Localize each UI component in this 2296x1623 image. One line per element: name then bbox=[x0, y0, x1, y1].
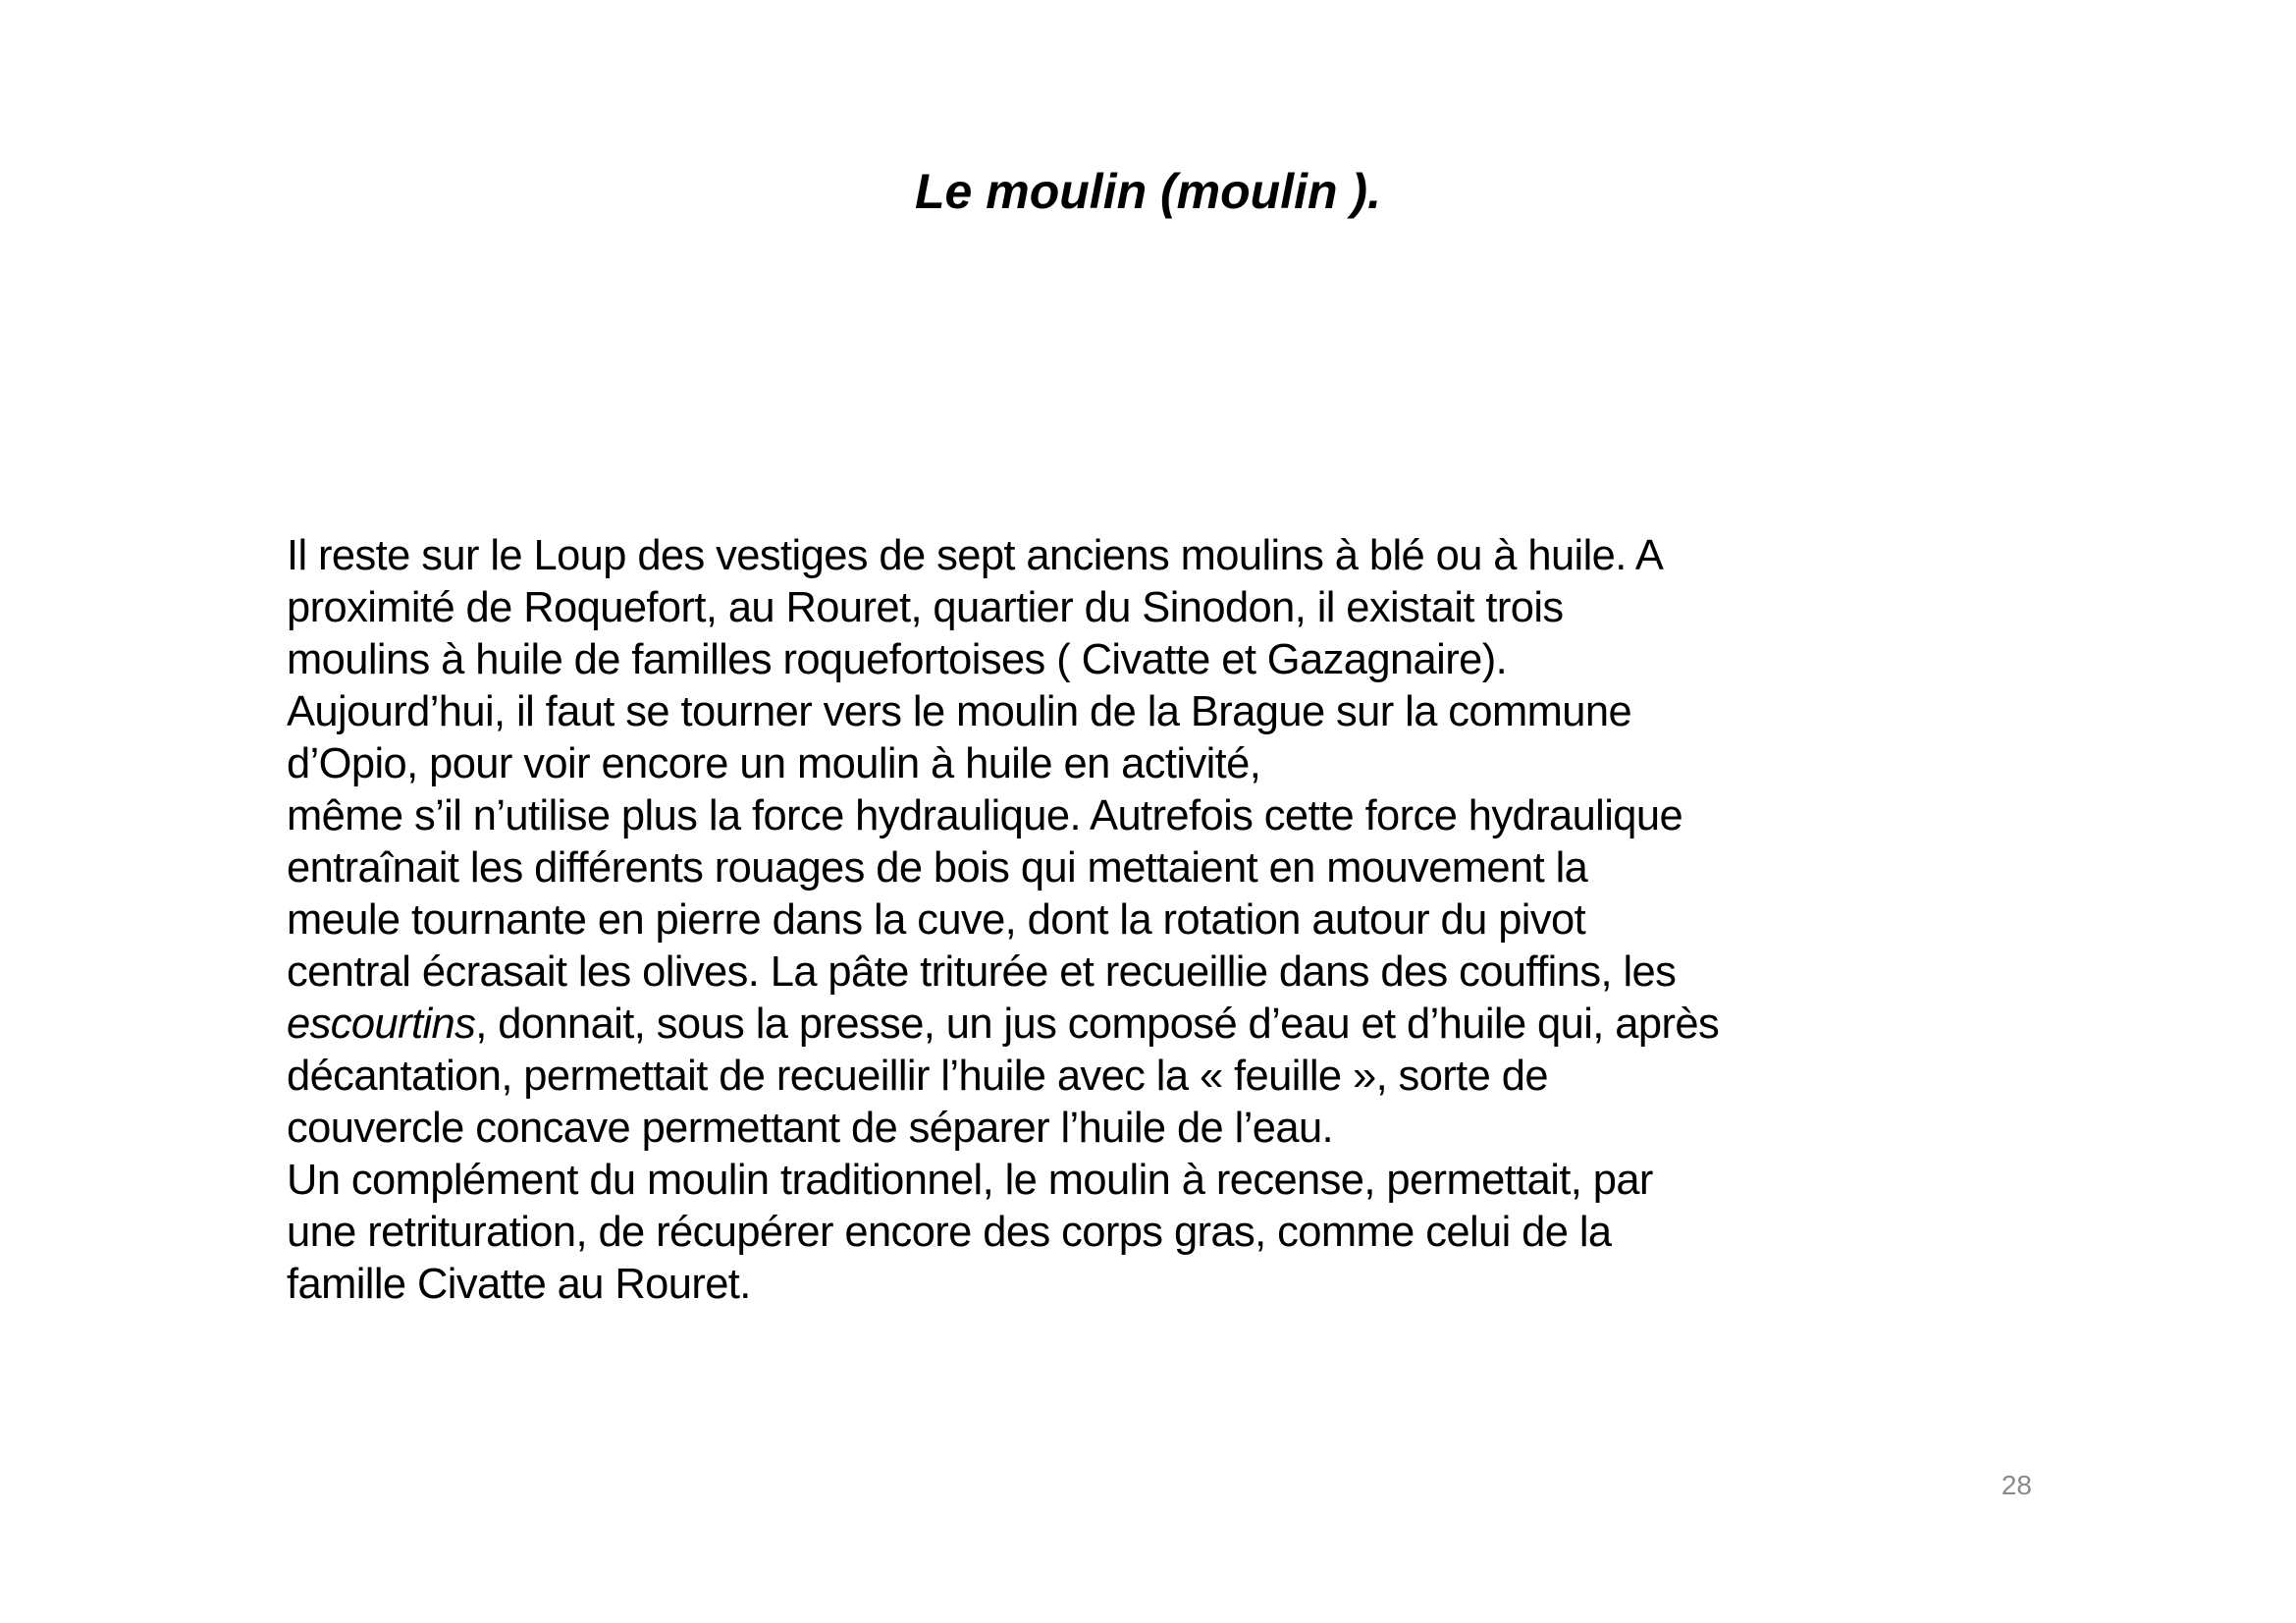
body-line: une retrituration, de récupérer encore des corps gras, comme celui de la bbox=[287, 1209, 1612, 1256]
page-number: 28 bbox=[2001, 1470, 2032, 1500]
body-line: Aujourd’hui, il faut se tourner vers le moulin de la Brague sur la commune bbox=[287, 688, 1632, 735]
body-line: Un complément du moulin traditionnel, le moulin à recense, permettait, par bbox=[287, 1157, 1653, 1204]
body-line: Il reste sur le Loup des vestiges de sept anciens moulins à blé ou à huile. A bbox=[287, 532, 1664, 579]
body-line-rest: , donnait, sous la presse, un jus composé d’eau et d’huile qui, après bbox=[475, 1001, 1720, 1048]
body-line: d’Opio, pour voir encore un moulin à huile en activité, bbox=[287, 740, 1261, 787]
page-title: Le moulin (moulin ). bbox=[915, 164, 1381, 219]
body-line: central écrasait les olives. La pâte triturée et recueillie dans des couffins, les bbox=[287, 948, 1677, 996]
body-line bbox=[287, 999, 2054, 1051]
body-line: proximité de Roquefort, au Rouret, quartier du Sinodon, il existait trois bbox=[287, 584, 1564, 631]
body-line: entraînait les différents rouages de bois qui mettaient en mouvement la bbox=[287, 844, 1588, 892]
body-line: famille Civatte au Rouret. bbox=[287, 1261, 751, 1308]
body-line: décantation, permettait de recueillir l’huile avec la « feuille », sorte de bbox=[287, 1053, 1548, 1100]
body-line: meule tournante en pierre dans la cuve, dont la rotation autour du pivot bbox=[287, 896, 1586, 944]
body-line: moulins à huile de familles roquefortoises ( Civatte et Gazagnaire). bbox=[287, 636, 1508, 683]
body-paragraph bbox=[287, 530, 2054, 1311]
italic-term: escourtins bbox=[287, 1001, 476, 1048]
body-line: couvercle concave permettant de séparer l’huile de l’eau. bbox=[287, 1105, 1334, 1152]
body-line: même s’il n’utilise plus la force hydraulique. Autrefois cette force hydraulique bbox=[287, 792, 1683, 839]
